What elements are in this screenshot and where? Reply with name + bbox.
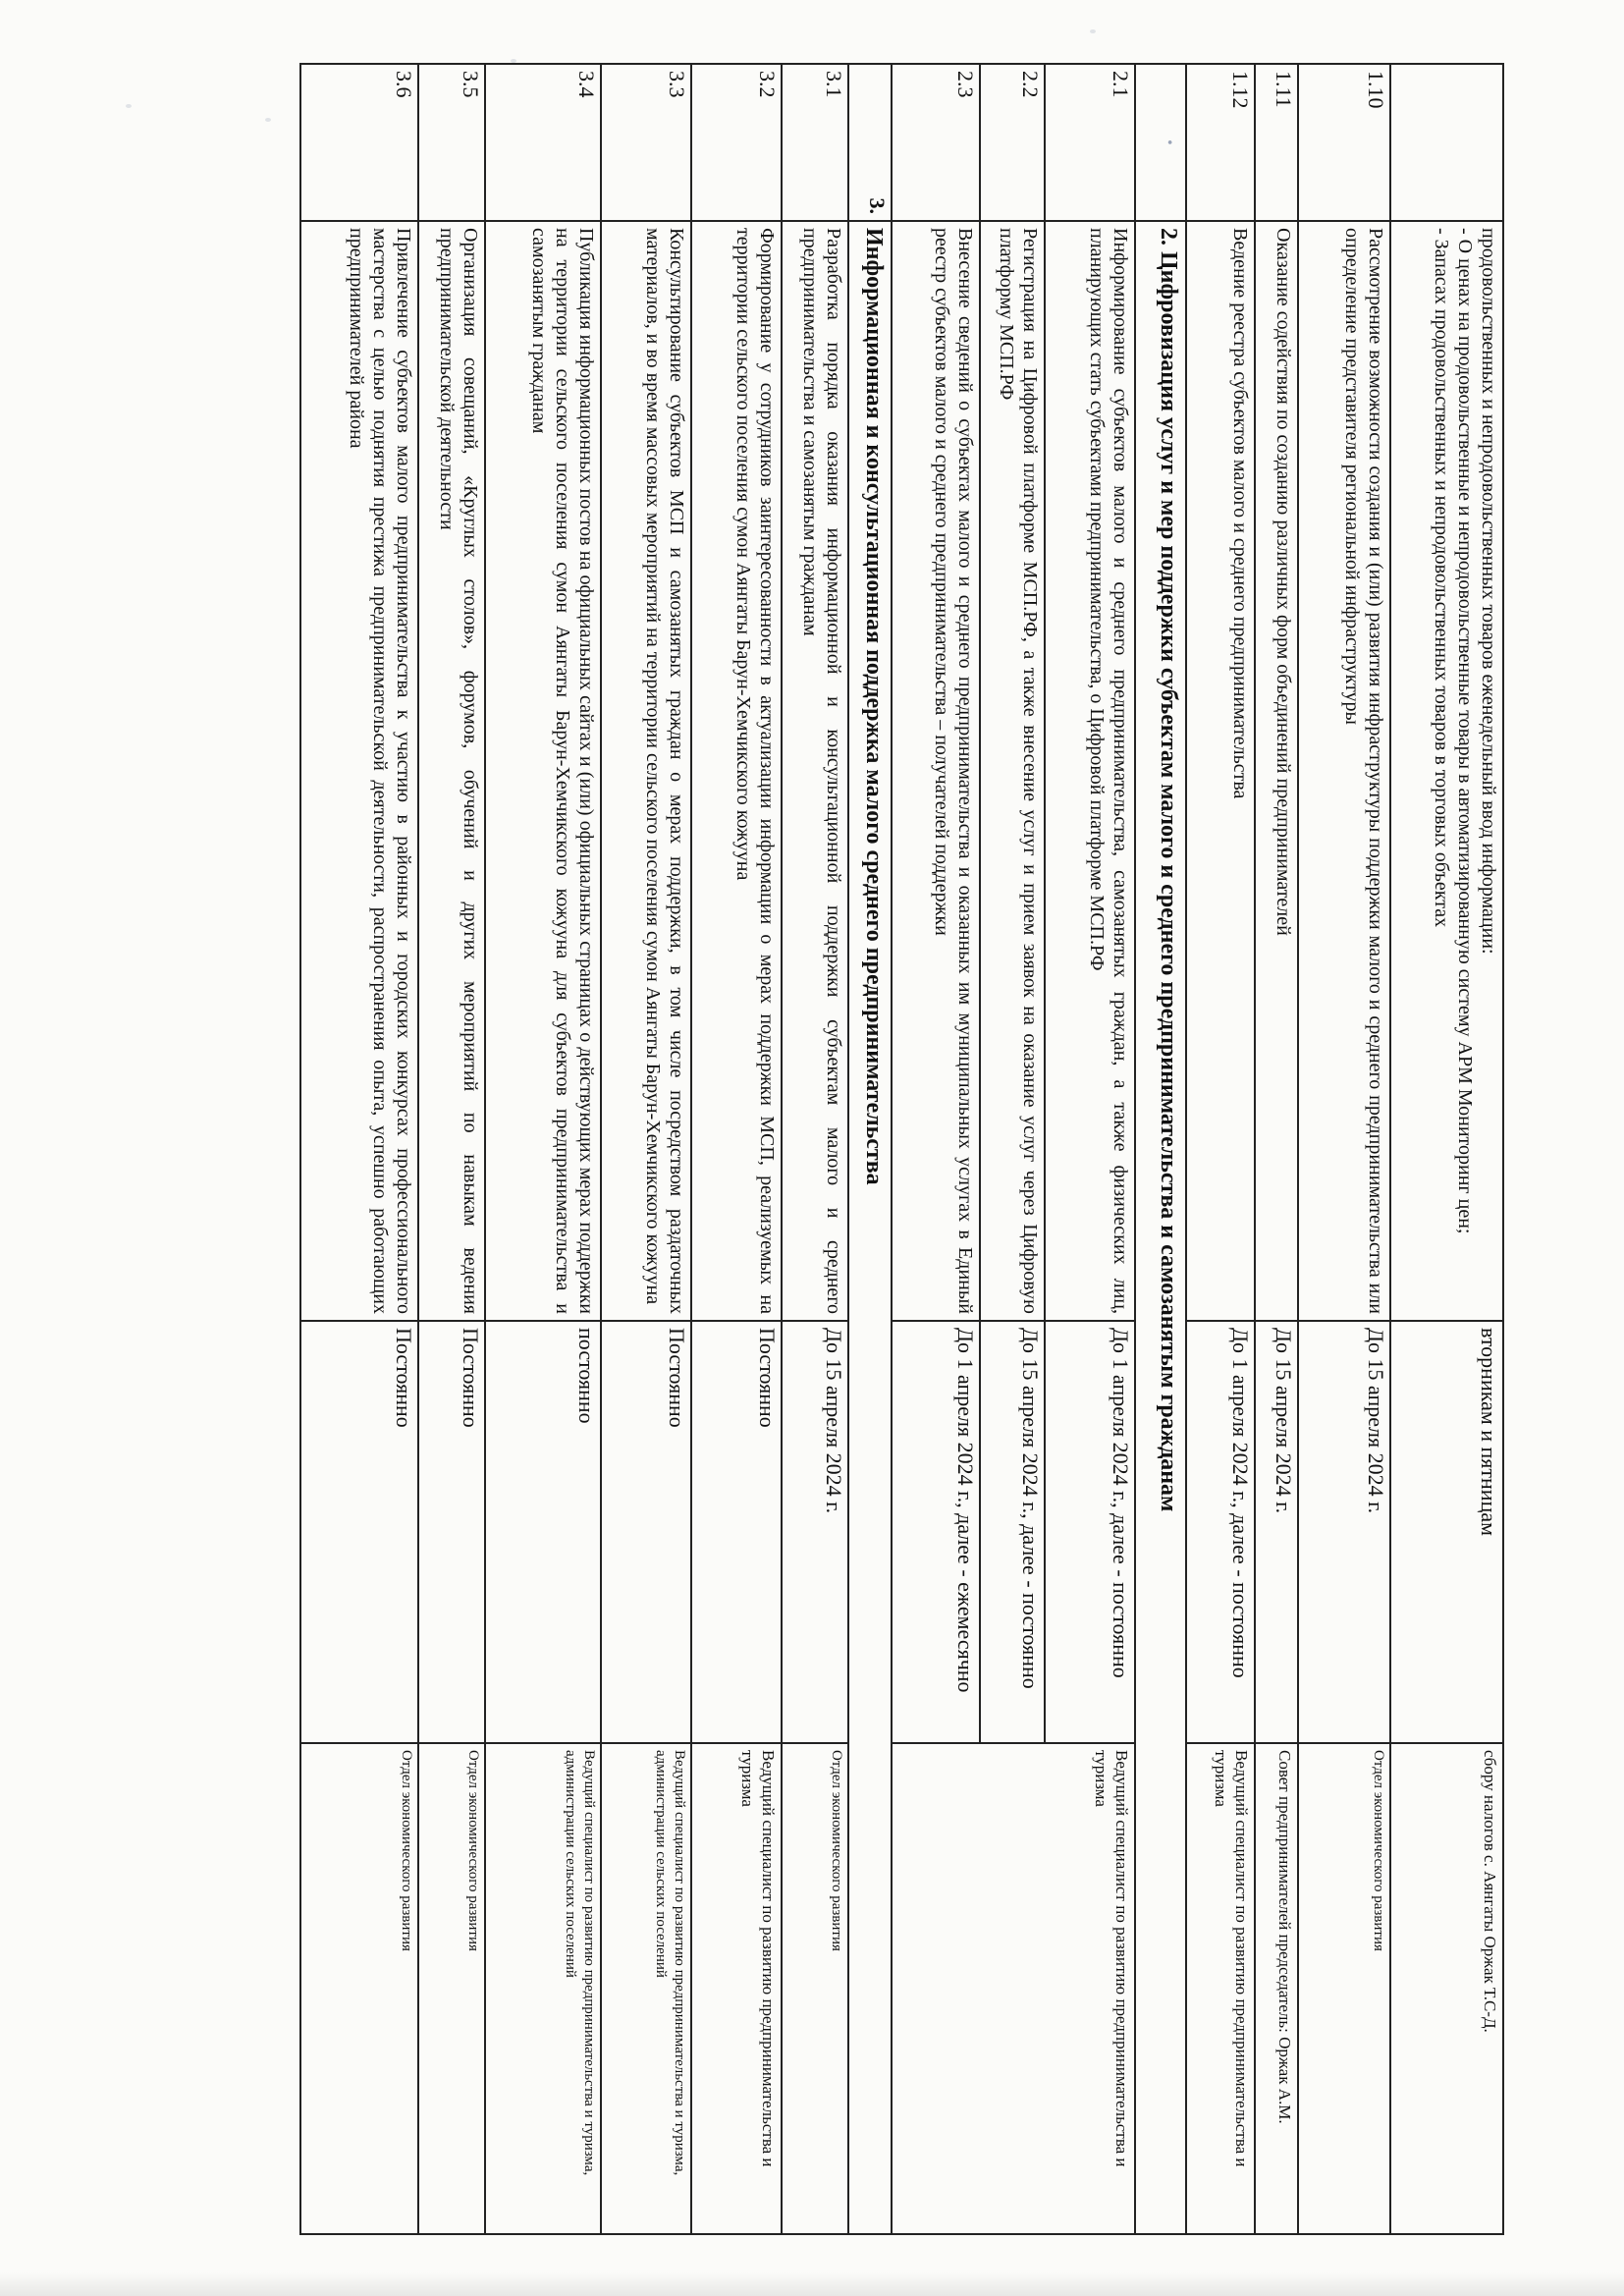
scan-edge-shadow (0, 2272, 1624, 2296)
row-activity: Рассмотрение возможности создания и (или) развития инфраструктуры поддержки малого и среднего предпринимательства или определение представителя региональной инфраструктуры (1298, 221, 1390, 1321)
plan-table (299, 63, 1504, 2235)
section-number: 2. (1156, 228, 1181, 246)
row-number: 1.11 (1255, 64, 1298, 221)
table-row (1390, 64, 1503, 2234)
section-header-row (848, 64, 892, 2234)
table-row (601, 64, 691, 2234)
section-number: 3. (848, 64, 892, 221)
row-activity: Привлечение субъектов малого предпринимательства к участию в районных и городских конкурсах профессионального мастерства с целью поднятия престижа предпринимательской деятельности, распространения опыта, успешно работающих предпринимателей района (300, 221, 418, 1321)
table-row (300, 64, 418, 2234)
row-number: 3.5 (418, 64, 485, 221)
row-number: 3.6 (300, 64, 418, 221)
row-responsible: Отдел экономического развития (782, 1743, 848, 2234)
row-number: 3.2 (691, 64, 782, 221)
row-number: 2.3 (892, 64, 980, 221)
row-activity: Внесение сведений о субъектах малого и среднего предпринимательства и оказанных им муниципальных услугах в Единый реестр субъектов малого и среднего предпринимательства – получателей поддержки (892, 221, 980, 1321)
table-row (782, 64, 848, 2234)
row-deadline: Постоянно (300, 1321, 418, 1743)
row-deadline: Постоянно (691, 1321, 782, 1743)
table-row (1255, 64, 1298, 2234)
row-number: 2.1 (1045, 64, 1135, 221)
decorative-dot: • (1135, 64, 1186, 221)
row-responsible: Совет предпринимателей председатель: Оржак А.М. (1255, 1743, 1298, 2234)
row-responsible: Ведущий специалист по развитию предпринимательства и туризма (1186, 1743, 1255, 2234)
row-responsible: сбору налогов с. Аянгаты Оржак Т.С-Д. (1390, 1743, 1503, 2234)
row-deadline: вторникам и пятницам (1390, 1321, 1503, 1743)
row-activity: Регистрация на Цифровой платформе МСП.РФ, а также внесение услуг и прием заявок на оказание услуг через Цифровую платформу МСП.РФ (980, 221, 1045, 1321)
row-responsible: Ведущий специалист по развитию предпринимательства и туризма (892, 1743, 1135, 2234)
row-responsible: Ведущий специалист по развитию предпринимательства и туризма, администрации сельских поселений (601, 1743, 691, 2234)
table-row (1298, 64, 1390, 2234)
row-responsible: Отдел экономического развития (300, 1743, 418, 2234)
row-number: 3.4 (485, 64, 601, 221)
rotated-table-container (130, 63, 1504, 2233)
row-deadline: До 1 апреля 2024 г., далее - ежемесячно (892, 1321, 980, 1743)
row-number: 1.10 (1298, 64, 1390, 221)
row-responsible: Ведущий специалист по развитию предпринимательства и туризма (691, 1743, 782, 2234)
table-row (485, 64, 601, 2234)
row-deadline: До 15 апреля 2024 г. (782, 1321, 848, 1743)
section-title: Цифровизация услуг и мер поддержки субъектам малого и среднего предпринимательства и самозанятым гражданам (1156, 251, 1181, 1512)
section-title: Информационная и консультационная поддержка малого среднего предпринимательства (848, 221, 892, 2234)
row-number (1390, 64, 1503, 221)
row-activity: Консультирование субъектов МСП и самозанятых граждан о мерах поддержки, в том числе посредством раздаточных материалов, и во время массовых мероприятий на территории сельского поселения сумон Аянгаты Барун-Хемчикского кожууна (601, 221, 691, 1321)
row-deadline: До 1 апреля 2024 г., далее - постоянно (1186, 1321, 1255, 1743)
row-activity: Информирование субъектов малого и среднего предпринимательства, самозанятых граждан, а также физических лиц, планирующих стать субъектами предпринимательства, о Цифровой платформе МСП.РФ (1045, 221, 1135, 1321)
row-number: 1.12 (1186, 64, 1255, 221)
table-row (1186, 64, 1255, 2234)
row-responsible: Отдел экономического развития (418, 1743, 485, 2234)
row-deadline: До 1 апреля 2024 г., далее - постоянно (1045, 1321, 1135, 1743)
row-responsible: Отдел экономического развития (1298, 1743, 1390, 2234)
row-activity: Организация совещаний, «Круглых столов», форумов, обучений и других мероприятий по навыкам ведения предпринимательской деятельности (418, 221, 485, 1321)
section-heading (1135, 221, 1186, 2234)
row-responsible: Ведущий специалист по развитию предпринимательства и туризма, администрации сельских поселений (485, 1743, 601, 2234)
row-activity: Ведение реестра субъектов малого и среднего предпринимательства (1186, 221, 1255, 1321)
table-row (691, 64, 782, 2234)
row-activity: Оказание содействия по созданию различных форм объединений предпринимателей (1255, 221, 1298, 1321)
table-row (418, 64, 485, 2234)
row-number: 3.1 (782, 64, 848, 221)
row-number: 2.2 (980, 64, 1045, 221)
row-deadline: Постоянно (601, 1321, 691, 1743)
row-activity: Публикация информационных постов на официальных сайтах и (или) официальных страницах о действующих мерах поддержки на территории сельского поселения сумон Аянгаты Барун-Хемчикского кожууна для субъектов предпринимательства и самозанятым гражданам (485, 221, 601, 1321)
row-deadline: Постоянно (418, 1321, 485, 1743)
row-activity: Формирование у сотрудников заинтересованности в актуализации информации о мерах поддержки МСП, реализуемых на территории сельского поселения сумон Аянгаты Барун-Хемчикского кожууна (691, 221, 782, 1321)
row-deadline: До 15 апреля 2024 г. (1255, 1321, 1298, 1743)
table-row (1045, 64, 1135, 2234)
row-deadline: До 15 апреля 2024 г. (1298, 1321, 1390, 1743)
row-number: 3.3 (601, 64, 691, 221)
row-activity: продовольственных и непродовольственных товаров еженедельный ввод информации: - О ценах на продовольственные и непродовольственные товары в автоматизированную систему АРМ Мониторинг цен; - Запасах продовольственных и непродовольственных товаров в торговых объектах (1390, 221, 1503, 1321)
row-deadline: До 15 апреля 2024 г., далее - постоянно (980, 1321, 1045, 1743)
row-activity: Разработка порядка оказания информационной и консультационной поддержки субъектам малого и среднего предпринимательства и самозанятым гражданам (782, 221, 848, 1321)
row-deadline: постоянно (485, 1321, 601, 1743)
section-header-row (1135, 64, 1186, 2234)
